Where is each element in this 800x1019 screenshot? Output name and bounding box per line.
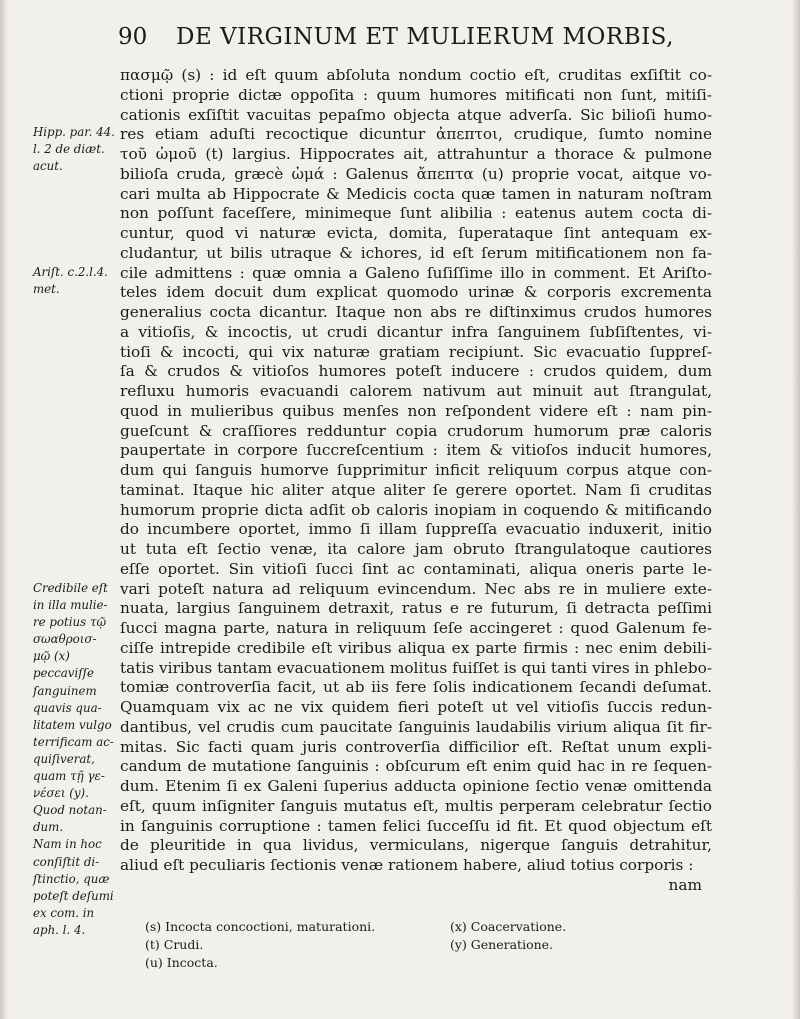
text-line: in ſanguinis corruptione : tamen felici ſucceſſu id fit. Et quod objectum eſt [120, 816, 712, 835]
text-line: ſucci magna parte, natura in reliquum ſeſe accingeret : quod Galenum fe- [120, 619, 712, 637]
margin-note-line: acut. [33, 159, 63, 174]
text-line: vari poteſt natura ad reliquum evincendum. Nec abs re in muliere exte- [120, 579, 712, 598]
text-line: ctioni proprie dictæ oppoſita : quum humores mitificati non ſunt, mitiſi- [120, 85, 712, 104]
text-line: bilioſa cruda, græcè ὠμά : Galenus ἄπεπτα (u) proprie vocat, aitque vo- [120, 164, 712, 183]
text-line: do incumbere oportet, immo ſi illam ſuppreſſa evacuatio induxerit, initio [120, 520, 712, 539]
text-line: eſt, quum inſigniter ſanguis mutatus eſt, multis perperam celebratur ſectio [120, 796, 712, 815]
footnote: (u) Incocta. [145, 955, 218, 970]
text-line: quod in mulieribus quibus menſes non reſpondent videre eſt : nam pin- [120, 401, 712, 420]
margin-note-line: Nam in hoc [33, 837, 102, 852]
text-line: generalius cocta dicantur. Itaque non abs re diſtinximus crudos humores [120, 303, 712, 321]
text-line: aliud eſt peculiaris ſectionis venæ rationem habere, aliud totius corporis : [120, 856, 694, 874]
margin-note-line: poteſt deſumi [33, 888, 114, 903]
margin-note-line: μῷ (x) [33, 649, 70, 664]
margin-note-line: quavis qua- [33, 700, 102, 715]
margin-note-line: quam τῇ γε- [33, 769, 105, 784]
margin-note-line: dum. [33, 820, 64, 835]
footnote: (x) Coacervatione. [450, 919, 567, 934]
text-line: taminat. Itaque hic aliter atque aliter ſe gerere oportet. Nam ſi cruditas [120, 480, 712, 499]
footnote: (s) Incocta concoctioni, maturationi. [145, 919, 376, 934]
text-line: ut tuta eſt ſectio venæ, ita calore jam obruto ſtrangulatoque cautiores [120, 540, 712, 558]
footnotes-left-column [145, 918, 435, 972]
text-line: ſa & crudos & vitioſos humores poteſt inducere : crudos quidem, dum [120, 362, 712, 381]
text-line: cile admittens : quæ omnia a Galeno ſuſiſſime illo in comment. Et Ariſto- [120, 263, 712, 282]
page-edge-left [0, 0, 8, 1019]
text-line: dum qui ſanguis humorve ſupprimitur inficit reliquum corpus atque con- [120, 461, 712, 479]
text-line: humorum proprie dicta adſit ob caloris inopiam in coquendo & mitificando [120, 500, 712, 519]
margin-note-line: l. 2 de diæt. [33, 142, 105, 157]
footnotes [145, 918, 625, 978]
text-line: gueſcunt & craſſiores redduntur copia crudorum humorum præ caloris [120, 421, 712, 440]
text-line: eſſe oportet. Sin vitioſi ſucci ſint ac contaminati, aliqua oneris parte le- [120, 559, 712, 578]
text-line: πασμῷ (s) : id eſt quum abſoluta nondum coctio eſt, cruditas exſiſtit co- [120, 66, 712, 84]
margin-note-aristotle [33, 264, 115, 298]
footnote: (y) Generatione. [450, 937, 554, 952]
margin-note-line: met. [33, 282, 60, 297]
margin-note-line: quiſiverat, [33, 751, 95, 766]
margin-note-line: νέσει (y). [33, 786, 89, 801]
margin-note-line: re potius τῷ [33, 615, 107, 630]
text-line: candum de mutatione ſanguinis : obſcurum eſt enim quid hac in re ſequen- [120, 757, 712, 776]
margin-note-line: terrificam ac- [33, 734, 114, 749]
margin-note-hippocrates [33, 124, 115, 175]
text-line: tatis viribus tantam evacuationem molitus fuiſſet is qui tanti vires in phlebo- [120, 658, 712, 677]
footnote: (t) Crudi. [145, 937, 204, 952]
text-line: dantibus, vel crudis cum paucitate ſanguinis laudabilis virium aliqua ſit fir- [120, 717, 712, 736]
margin-note-line: ſanguinem [33, 683, 97, 698]
text-line: res etiam aduſti recoctique dicuntur ἀπεπτοι, crudique, ſumto nomine [120, 125, 712, 144]
margin-note-line: σωαθροισ- [33, 632, 97, 647]
margin-note-line: aph. l. 4. [33, 922, 86, 937]
text-line: mitas. Sic facti quam juris controverſia difficilior eſt. Reſtat unum expli- [120, 737, 712, 756]
text-line: tomiæ controverſia facit, ut ab iis fere ſolis indicationem ſecandi deſumat. [120, 678, 712, 697]
margin-note-line: litatem vulgo [33, 717, 112, 732]
page-edge-right [792, 0, 800, 1019]
margin-note-line: Hipp. par. 44. [33, 125, 115, 139]
margin-note-line: peccaviſſe [33, 666, 94, 681]
text-line: cari multa ab Hippocrate & Medicis cocta quæ tamen in naturam noſtram [120, 184, 712, 203]
text-line: cationis exſiſtit vacuitas pepaſmo objecta atque adverſa. Sic bilioſi humo- [120, 105, 712, 124]
text-line: Quamquam vix ac ne vix quidem fieri poteſt ut vel vitioſis ſuccis redun- [120, 698, 712, 716]
margin-note-line: Credibile eſt [33, 581, 108, 595]
footnotes-right-column [450, 918, 630, 954]
margin-note-line: ex com. in [33, 905, 95, 920]
margin-note-line: conſiſtit di- [33, 854, 100, 869]
text-line: non poſſunt faceſſere, minimeque ſunt alibilia : eatenus autem cocta di- [120, 204, 712, 223]
running-head [118, 20, 678, 56]
page-number: 90 [118, 24, 148, 50]
text-line: cuntur, quod vi naturæ evicta, domita, ſuperataque ſint antequam ex- [120, 224, 712, 242]
running-title: DE VIRGINUM ET MULIERUM MORBIS, [176, 24, 674, 50]
text-line: τοῦ ὠμοῦ (t) largius. Hippocrates ait, attrahuntur a thorace & pulmone [120, 145, 712, 163]
text-line: a vitioſis, & incoctis, ut crudi dicantur infra ſanguinem ſubſiſtentes, vi- [120, 322, 712, 341]
text-line: tioſi & incocti, qui vix naturæ gratiam recipiunt. Sic evacuatio ſuppreſ- [120, 342, 712, 361]
text-line: dum. Etenim ſi ex Galeni ſuperius adducta opinione ſectio venæ omittenda [120, 777, 712, 795]
margin-note-credibile [33, 580, 115, 939]
text-line: de pleuritide in qua lividus, vermiculans, nigerque ſanguis detrahitur, [120, 836, 712, 855]
text-line: nuata, largius ſanguinem detraxit, ratus e re futurum, ſi detracta peſſimi [120, 599, 712, 618]
text-line: ciſſe intrepide credibile eſt viribus aliqua ex parte firmis : nec enim debili- [120, 638, 712, 657]
text-line: paupertate in corpore ſuccreſcentium : item & vitioſos inducit humores, [120, 441, 712, 460]
text-line: refluxu humoris evacuandi calorem nativum aut minuit aut ſtrangulat, [120, 382, 712, 400]
margin-note-line: Ariſt. c.2.l.4. [33, 265, 108, 279]
body-text [120, 66, 712, 896]
margin-note-line: in illa mulie- [33, 598, 108, 613]
margin-note-line: ſtinctio, quæ [33, 871, 110, 886]
catchword: nam [668, 875, 702, 894]
margin-note-line: Quod notan- [33, 803, 107, 818]
text-line: cludantur, ut bilis utraque & ichores, id eſt ſerum mitificationem non fa- [120, 243, 712, 262]
text-line: teles idem docuit dum explicat quomodo urinæ & corporis excrementa [120, 283, 712, 302]
